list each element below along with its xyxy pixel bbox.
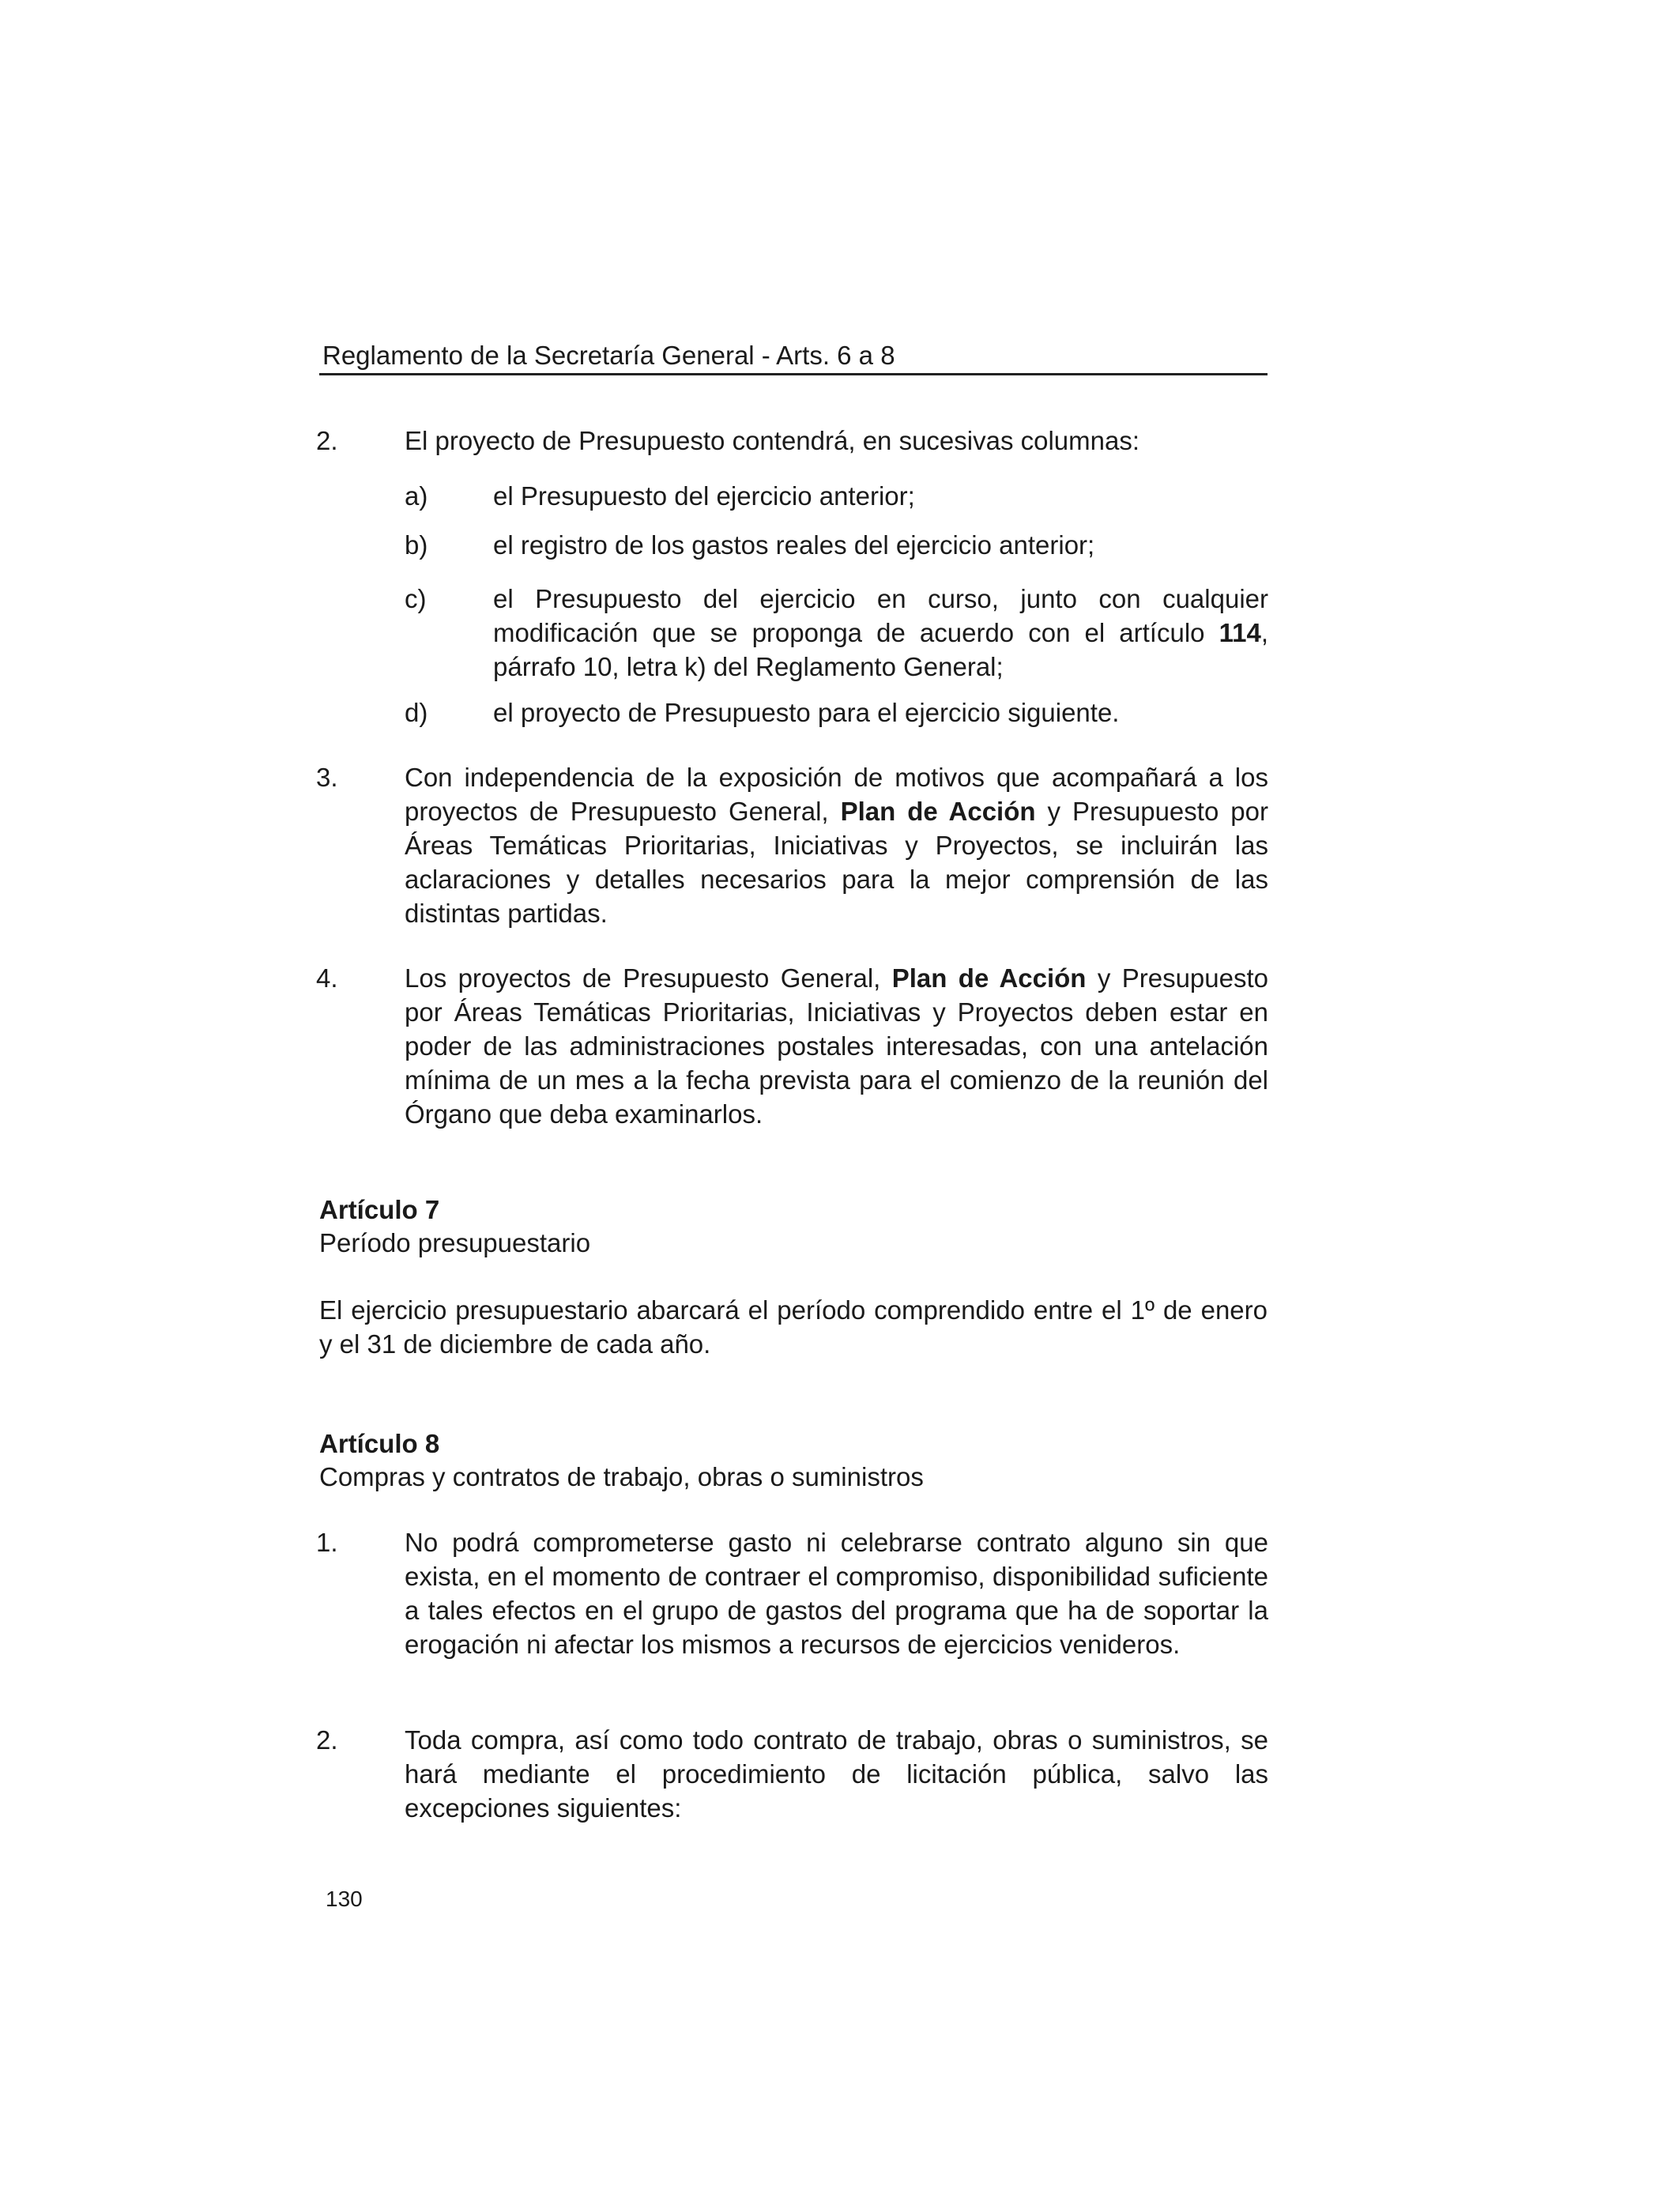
subitem-text: el Presupuesto del ejercicio anterior; (493, 481, 915, 511)
item-text-part: y Presupuesto por Áreas Temáticas Prioritarias, Iniciativas y Proyectos deben estar en poder de las administraciones postales interesadas, con una antelación mínima de un mes a la fecha prevista para el comienzo de la reunión del Órgano que deba examinarlos. (405, 963, 1269, 1129)
article-7-text: El ejercicio presupuestario abarcará el período comprendido entre el 1º de enero y el 31 de diciembre de cada año. (319, 1295, 1268, 1359)
subitem-a (405, 479, 1268, 513)
subitem-text: el registro de los gastos reales del ejercicio anterior; (493, 530, 1095, 560)
header-rule (319, 373, 1268, 375)
item-text-part: Los proyectos de Presupuesto General, (405, 963, 892, 993)
item-number: 2. (316, 426, 338, 455)
subitem-letter: b) (405, 530, 428, 560)
item-number: 2. (316, 1725, 338, 1755)
item-number: 4. (316, 963, 338, 993)
article-reference: 114 (1219, 618, 1261, 647)
page-number: 130 (326, 1887, 363, 1911)
bold-term: Plan de Acción (840, 797, 1036, 826)
item-3 (316, 760, 1268, 930)
item-2 (316, 424, 1268, 458)
item-text: El proyecto de Presupuesto contendrá, en sucesivas columnas: (405, 426, 1140, 455)
article-8-title: Artículo 8 (319, 1429, 440, 1458)
bold-term: Plan de Acción (891, 963, 1087, 993)
subitem-letter: d) (405, 698, 428, 727)
item-number: 1. (316, 1528, 338, 1557)
subitem-text: el proyecto de Presupuesto para el ejercicio siguiente. (493, 698, 1120, 727)
subitem-letter: a) (405, 481, 428, 511)
subitem-text (493, 582, 1268, 684)
subitem-d (405, 696, 1268, 729)
subitem-text-part: el Presupuesto del ejercicio en curso, junto con cualquier modificación que se proponga de acuerdo con el artículo (493, 584, 1268, 647)
article-7-title: Artículo 7 (319, 1195, 440, 1224)
item-text-part: y Presupuesto por Áreas Temáticas Prioritarias, Iniciativas y Proyectos, se incluirán las aclaraciones y detalles necesarios para la mejor comprensión de las distintas partidas. (405, 797, 1268, 928)
item-text: Toda compra, así como todo contrato de trabajo, obras o suministros, se hará mediante el procedimiento de licitación pública, salvo las excepciones siguientes: (405, 1725, 1268, 1823)
article-7-subtitle: Período presupuestario (319, 1228, 591, 1257)
article-8-item-2 (316, 1723, 1268, 1825)
subitem-b (405, 528, 1268, 562)
subitem-c (405, 582, 1268, 684)
subitem-letter: c) (405, 584, 427, 613)
item-text-part: Con independencia de la exposición de motivos que acompañará a los proyectos de Presupuesto General, (405, 763, 1268, 826)
item-4 (316, 961, 1268, 1131)
item-text (405, 961, 1268, 1131)
item-number: 3. (316, 763, 338, 792)
item-text: No podrá comprometerse gasto ni celebrarse contrato alguno sin que exista, en el momento de contraer el compromiso, disponibilidad suficiente a tales efectos en el grupo de gastos del programa que ha de soportar la erogación ni afectar los mismos a recursos de ejercicios venideros. (405, 1528, 1268, 1659)
running-head: Reglamento de la Secretaría General - Arts. 6 a 8 (322, 341, 895, 370)
subitem-text-part: , párrafo 10, letra k) del Reglamento General; (493, 618, 1268, 681)
article-8-subtitle: Compras y contratos de trabajo, obras o suministros (319, 1462, 924, 1491)
item-text (405, 760, 1268, 930)
article-8-item-1 (316, 1525, 1268, 1661)
